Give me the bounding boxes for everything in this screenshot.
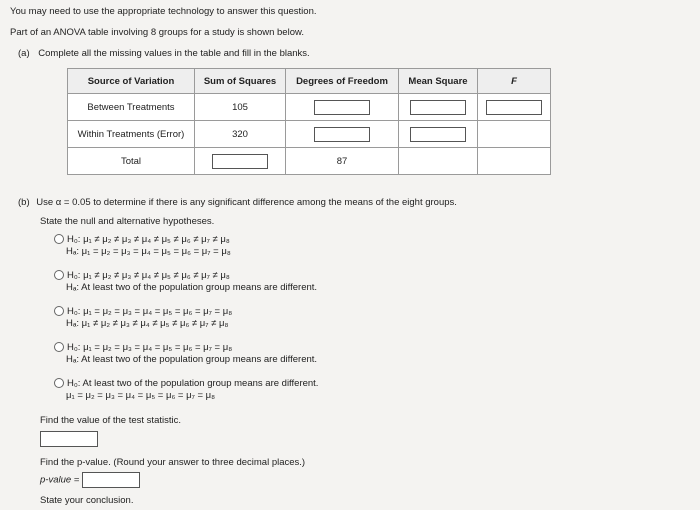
option-3-ha: Hₐ: μ₁ ≠ μ₂ ≠ μ₃ ≠ μ₄ ≠ μ₅ ≠ μ₆ ≠ μ₇ ≠ μ₈ (66, 318, 229, 329)
radio-option-1[interactable] (54, 234, 64, 244)
option-4-h0: H₀: μ₁ = μ₂ = μ₃ = μ₄ = μ₅ = μ₆ = μ₇ = μ₈ (67, 342, 233, 353)
df-within-input[interactable] (314, 127, 370, 142)
option-1-h0: H₀: μ₁ ≠ μ₂ ≠ μ₃ ≠ μ₄ ≠ μ₅ ≠ μ₆ ≠ μ₇ ≠ μ₈ (67, 234, 230, 245)
radio-option-3[interactable] (54, 306, 64, 316)
intro-line-1: You may need to use the appropriate technology to answer this question. (10, 6, 317, 17)
p-value-row (40, 472, 140, 488)
ss-total-input[interactable] (212, 154, 268, 169)
header-source: Source of Variation (68, 69, 195, 94)
source-within: Within Treatments (Error) (68, 121, 195, 148)
source-total: Total (68, 148, 195, 175)
empty-cell (399, 148, 478, 175)
anova-table (67, 68, 551, 175)
option-1-ha: Hₐ: μ₁ = μ₂ = μ₃ = μ₄ = μ₅ = μ₆ = μ₇ = μ₈ (66, 246, 231, 257)
radio-option-4[interactable] (54, 342, 64, 352)
empty-cell (478, 148, 551, 175)
hypotheses-prompt: State the null and alternative hypotheses. (40, 216, 215, 227)
test-stat-input[interactable] (40, 431, 98, 447)
part-b-text: Use α = 0.05 to determine if there is any significant difference among the means of the eight groups. (36, 197, 457, 208)
intro-line-2: Part of an ANOVA table involving 8 groups for a study is shown below. (10, 27, 304, 38)
option-3-h0: H₀: μ₁ = μ₂ = μ₃ = μ₄ = μ₅ = μ₆ = μ₇ = μ₈ (67, 306, 233, 317)
p-value-prompt: Find the p-value. (Round your answer to three decimal places.) (40, 457, 306, 468)
conclusion-prompt: State your conclusion. (40, 495, 134, 506)
radio-option-2[interactable] (54, 270, 64, 280)
option-4-ha: Hₐ: At least two of the population group means are different. (66, 354, 318, 365)
ss-between: 105 (195, 94, 286, 121)
part-a-instructions (18, 48, 310, 59)
df-within-cell (286, 121, 399, 148)
ms-between-cell (399, 94, 478, 121)
part-b-instructions (18, 197, 457, 208)
ms-within-cell (399, 121, 478, 148)
hypothesis-option-2[interactable] (54, 270, 317, 294)
empty-cell (478, 121, 551, 148)
f-input[interactable] (486, 100, 542, 115)
ms-within-input[interactable] (410, 127, 466, 142)
p-value-label: p-value = (40, 474, 80, 486)
radio-option-5[interactable] (54, 378, 64, 388)
option-2-h0: H₀: μ₁ ≠ μ₂ ≠ μ₃ ≠ μ₄ ≠ μ₅ ≠ μ₆ ≠ μ₇ ≠ μ₈ (67, 270, 230, 281)
table-row (68, 148, 551, 175)
part-b-label: (b) (18, 197, 30, 208)
header-ss: Sum of Squares (195, 69, 286, 94)
ss-within: 320 (195, 121, 286, 148)
source-between: Between Treatments (68, 94, 195, 121)
hypothesis-option-4[interactable] (54, 342, 317, 366)
ms-between-input[interactable] (410, 100, 466, 115)
test-stat-prompt: Find the value of the test statistic. (40, 415, 181, 426)
header-f: F (478, 69, 551, 94)
df-total: 87 (286, 148, 399, 175)
option-5-ha: μ₁ = μ₂ = μ₃ = μ₄ = μ₅ = μ₆ = μ₇ = μ₈ (66, 390, 216, 401)
option-5-h0: H₀: At least two of the population group means are different. (67, 378, 319, 389)
p-value-input[interactable] (82, 472, 140, 488)
f-cell (478, 94, 551, 121)
table-row (68, 94, 551, 121)
header-ms: Mean Square (399, 69, 478, 94)
table-row (68, 121, 551, 148)
hypothesis-option-5[interactable] (54, 378, 318, 402)
df-between-input[interactable] (314, 100, 370, 115)
df-between-cell (286, 94, 399, 121)
table-header-row (68, 69, 551, 94)
hypothesis-option-1[interactable] (54, 234, 231, 258)
header-df: Degrees of Freedom (286, 69, 399, 94)
option-2-ha: Hₐ: At least two of the population group means are different. (66, 282, 318, 293)
ss-total-cell (195, 148, 286, 175)
hypothesis-option-3[interactable] (54, 306, 232, 330)
part-a-label: (a) (18, 48, 30, 59)
part-a-text: Complete all the missing values in the table and fill in the blanks. (38, 48, 310, 59)
